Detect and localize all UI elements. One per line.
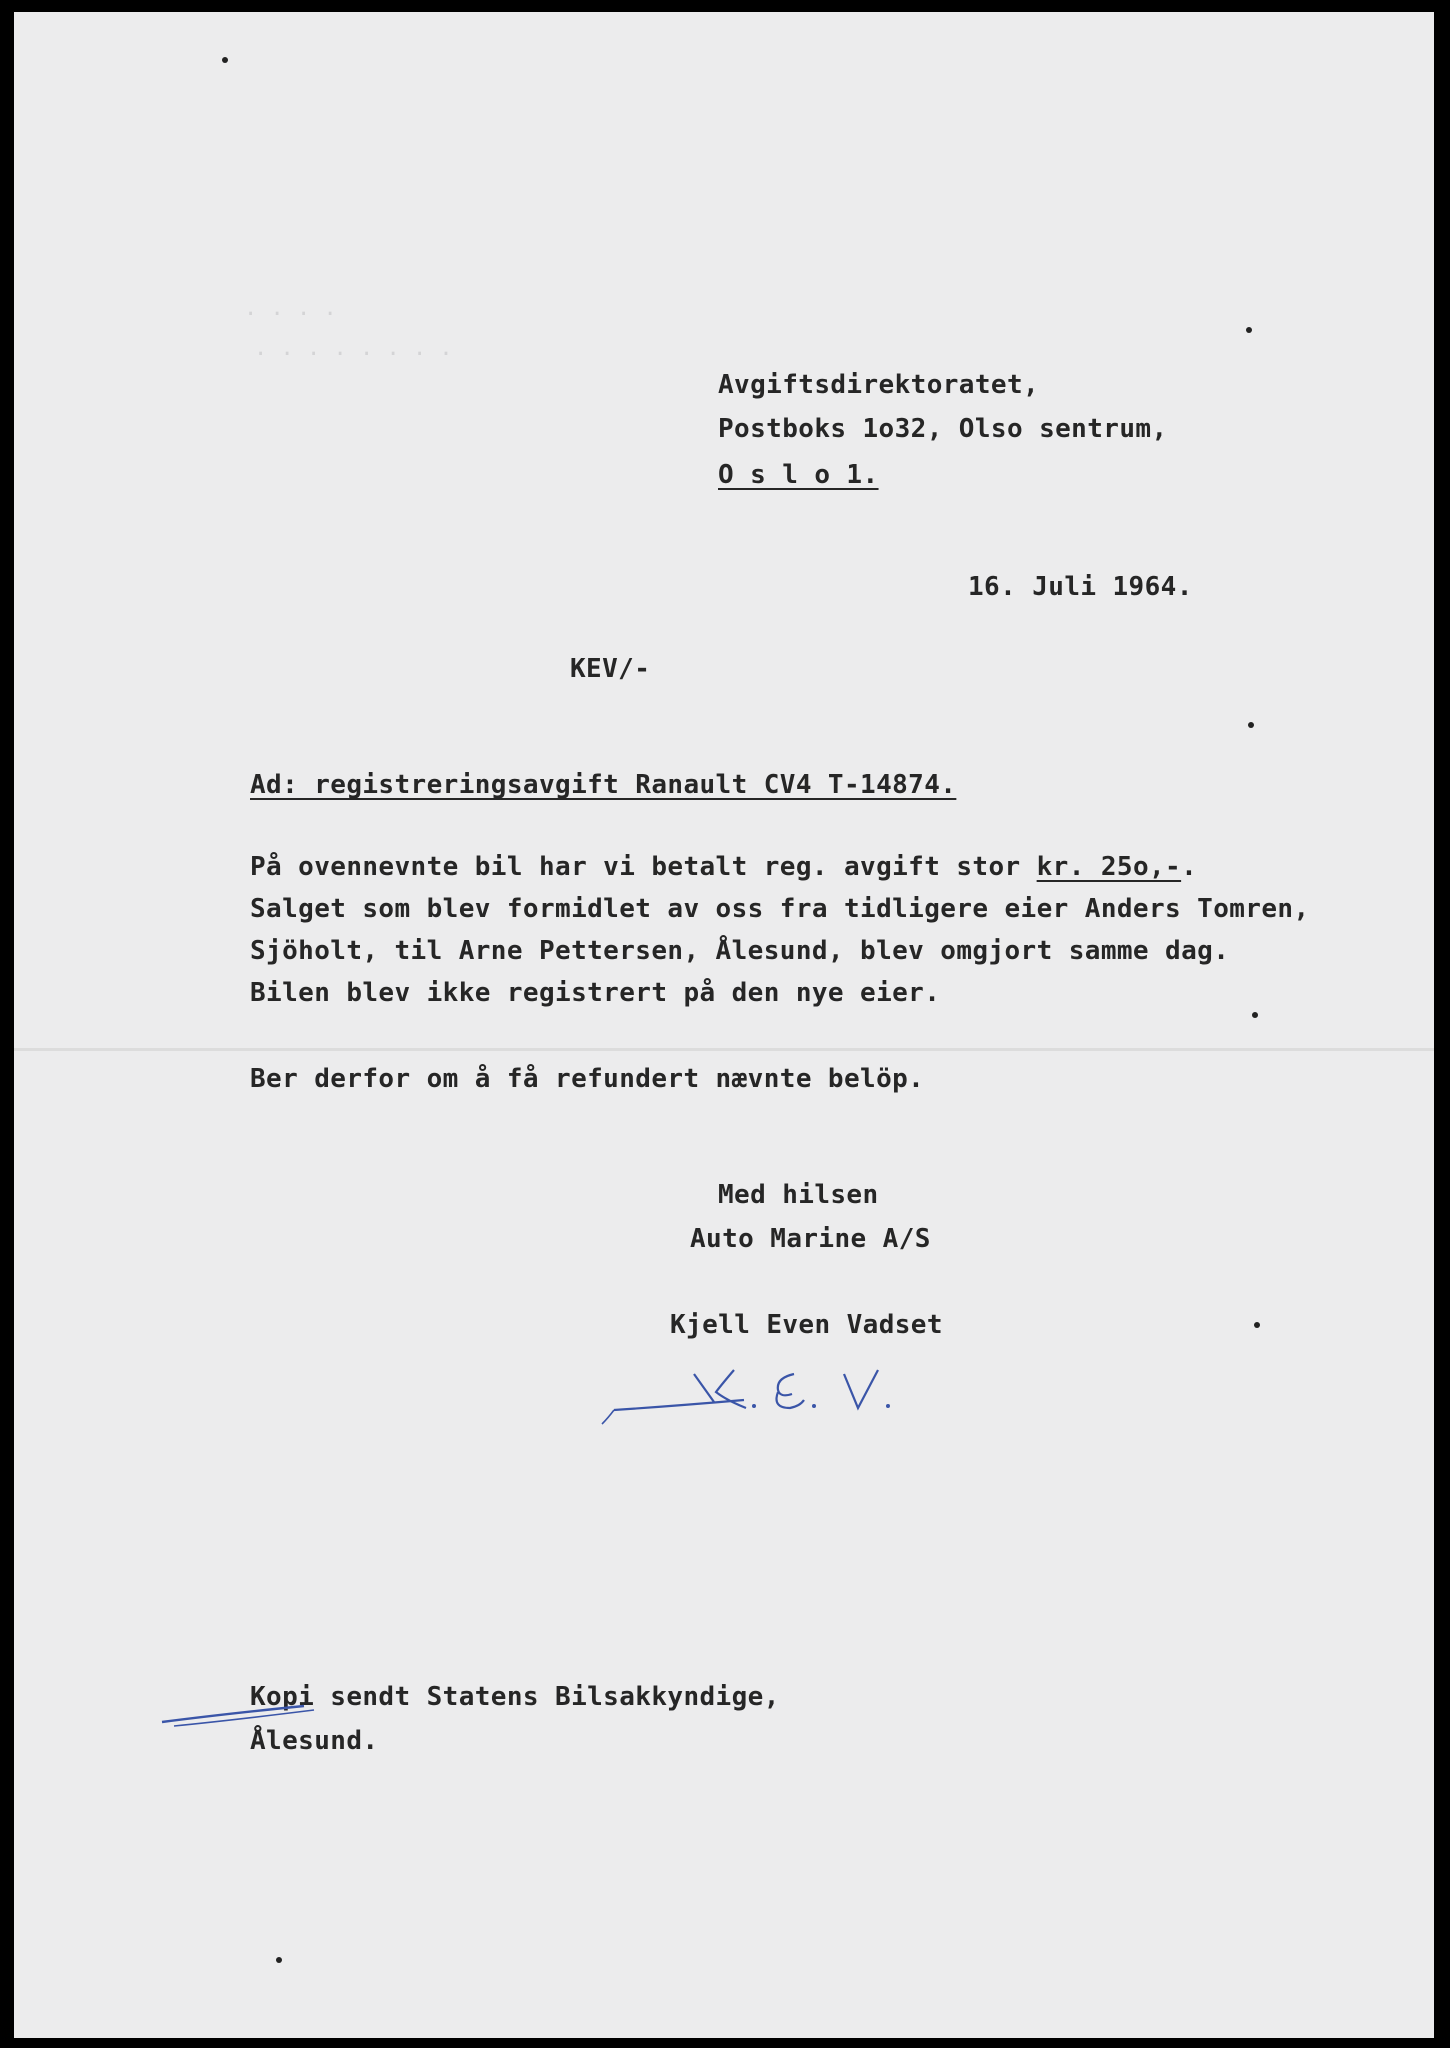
ghost-impression: · · · · · · · · — [254, 342, 453, 367]
margin-dot — [1252, 1012, 1258, 1018]
body-line-4: Bilen blev ikke registrert på den nye eier. — [250, 978, 941, 1008]
pen-tick-mark — [154, 1692, 334, 1732]
paper-fold — [14, 1048, 1434, 1051]
body-line-3: Sjöholt, til Arne Pettersen, Ålesund, blev omgjort samme dag. — [250, 936, 1230, 966]
copy-line-2: Ålesund. — [250, 1726, 379, 1756]
subject-line: Ad: registreringsavgift Ranault CV4 T-14874. — [250, 770, 957, 800]
punch-mark — [276, 1957, 282, 1963]
body-line-1-end: . — [1181, 852, 1198, 882]
letter-date: 16. Juli 1964. — [968, 572, 1193, 602]
closing-signatory: Kjell Even Vadset — [670, 1310, 943, 1340]
margin-dot — [1246, 327, 1252, 333]
recipient-line-1: Avgiftsdirektoratet, — [718, 370, 1040, 400]
punch-mark — [222, 57, 228, 63]
recipient-line-2: Postboks 1o32, Olso sentrum, — [718, 414, 1168, 444]
body-line-1 — [250, 852, 1197, 882]
margin-dot — [1248, 722, 1254, 728]
closing-greeting: Med hilsen — [718, 1180, 879, 1210]
margin-dot — [1254, 1322, 1260, 1328]
copy-line-1: Kopi sendt Statens Bilsakkyndige, — [250, 1682, 780, 1712]
request-line: Ber derfor om å få refundert nævnte belöp. — [250, 1064, 925, 1094]
body-line-2: Salget som blev formidlet av oss fra tidligere eier Anders Tomren, — [250, 894, 1310, 924]
reference-code: KEV/- — [570, 654, 651, 684]
body-line-1-text: På ovennevnte bil har vi betalt reg. avgift stor — [250, 852, 1037, 882]
handwritten-signature — [594, 1352, 934, 1432]
closing-company: Auto Marine A/S — [690, 1224, 931, 1254]
letter-page — [14, 12, 1434, 2038]
ghost-impression: · · · · — [244, 302, 337, 327]
fee-amount: kr. 25o,- — [1036, 852, 1182, 882]
recipient-line-3: O s l o 1. — [718, 460, 879, 490]
